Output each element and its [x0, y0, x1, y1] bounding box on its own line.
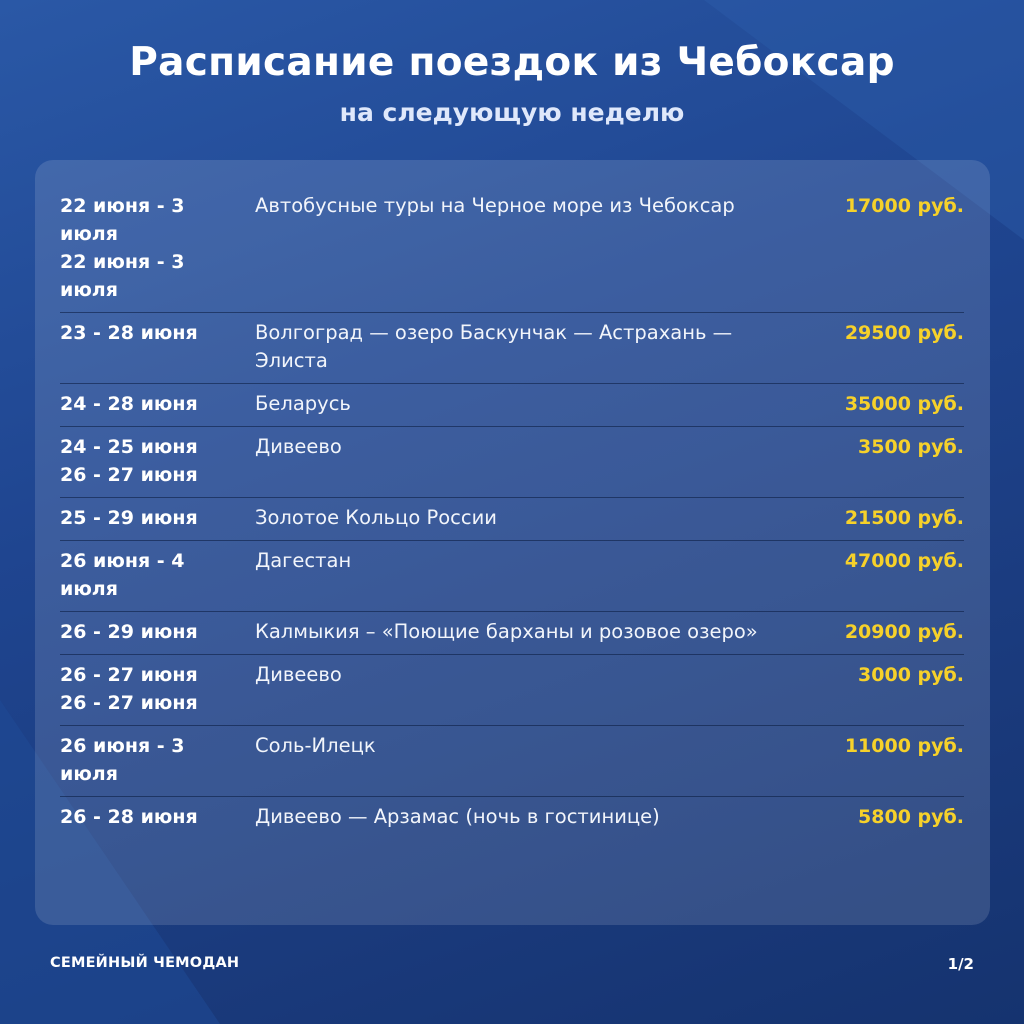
table-row [60, 427, 964, 498]
page-indicator: 1/2 [947, 955, 974, 973]
trip-name: Автобусные туры на Черное море из Чебоксар [255, 194, 735, 217]
trip-name: Золотое Кольцо России [255, 506, 497, 529]
page-title: Расписание поездок из Чебоксар [129, 40, 895, 85]
schedule-table [60, 186, 964, 839]
trip-price: 17000 руб. [844, 195, 964, 217]
trip-dates: 24 - 28 июня [60, 393, 198, 415]
trip-price: 3500 руб. [858, 436, 964, 458]
trip-price: 47000 руб. [844, 550, 964, 572]
trip-dates: 22 июня - 3 июля 22 июня - 3 июля [60, 195, 185, 301]
trip-name: Дагестан [255, 549, 352, 572]
trip-name: Волгоград — озеро Баскунчак — Астрахань — Элиста [255, 321, 733, 372]
trip-name: Дивеево [255, 435, 342, 458]
trip-name: Дивеево [255, 663, 342, 686]
table-row [60, 541, 964, 612]
table-row [60, 612, 964, 655]
trip-dates: 26 июня - 3 июля [60, 735, 185, 785]
trip-dates: 25 - 29 июня [60, 507, 198, 529]
trip-price: 3000 руб. [858, 664, 964, 686]
trip-name: Калмыкия – «Поющие барханы и розовое озеро» [255, 620, 758, 643]
trip-price: 20900 руб. [844, 621, 964, 643]
brand-label: СЕМЕЙНЫЙ ЧЕМОДАН [50, 955, 240, 971]
trip-price: 29500 руб. [844, 322, 964, 344]
table-row [60, 313, 964, 384]
trip-dates: 23 - 28 июня [60, 322, 198, 344]
page-subtitle: на следующую неделю [339, 98, 685, 127]
trip-dates: 26 - 27 июня 26 - 27 июня [60, 664, 198, 714]
table-row [60, 726, 964, 797]
trip-name: Беларусь [255, 392, 351, 415]
trip-name: Соль-Илецк [255, 734, 376, 757]
table-row [60, 498, 964, 541]
table-row [60, 186, 964, 313]
trip-dates: 26 - 28 июня [60, 806, 198, 828]
trip-price: 21500 руб. [844, 507, 964, 529]
trip-name: Дивеево — Арзамас (ночь в гостинице) [255, 805, 660, 828]
table-row [60, 797, 964, 839]
trip-price: 5800 руб. [858, 806, 964, 828]
trip-dates: 24 - 25 июня 26 - 27 июня [60, 436, 198, 486]
table-row [60, 655, 964, 726]
trip-dates: 26 июня - 4 июля [60, 550, 185, 600]
schedule-panel [35, 160, 990, 925]
table-row [60, 384, 964, 427]
trip-price: 35000 руб. [844, 393, 964, 415]
trip-dates: 26 - 29 июня [60, 621, 198, 643]
trip-price: 11000 руб. [844, 735, 964, 757]
